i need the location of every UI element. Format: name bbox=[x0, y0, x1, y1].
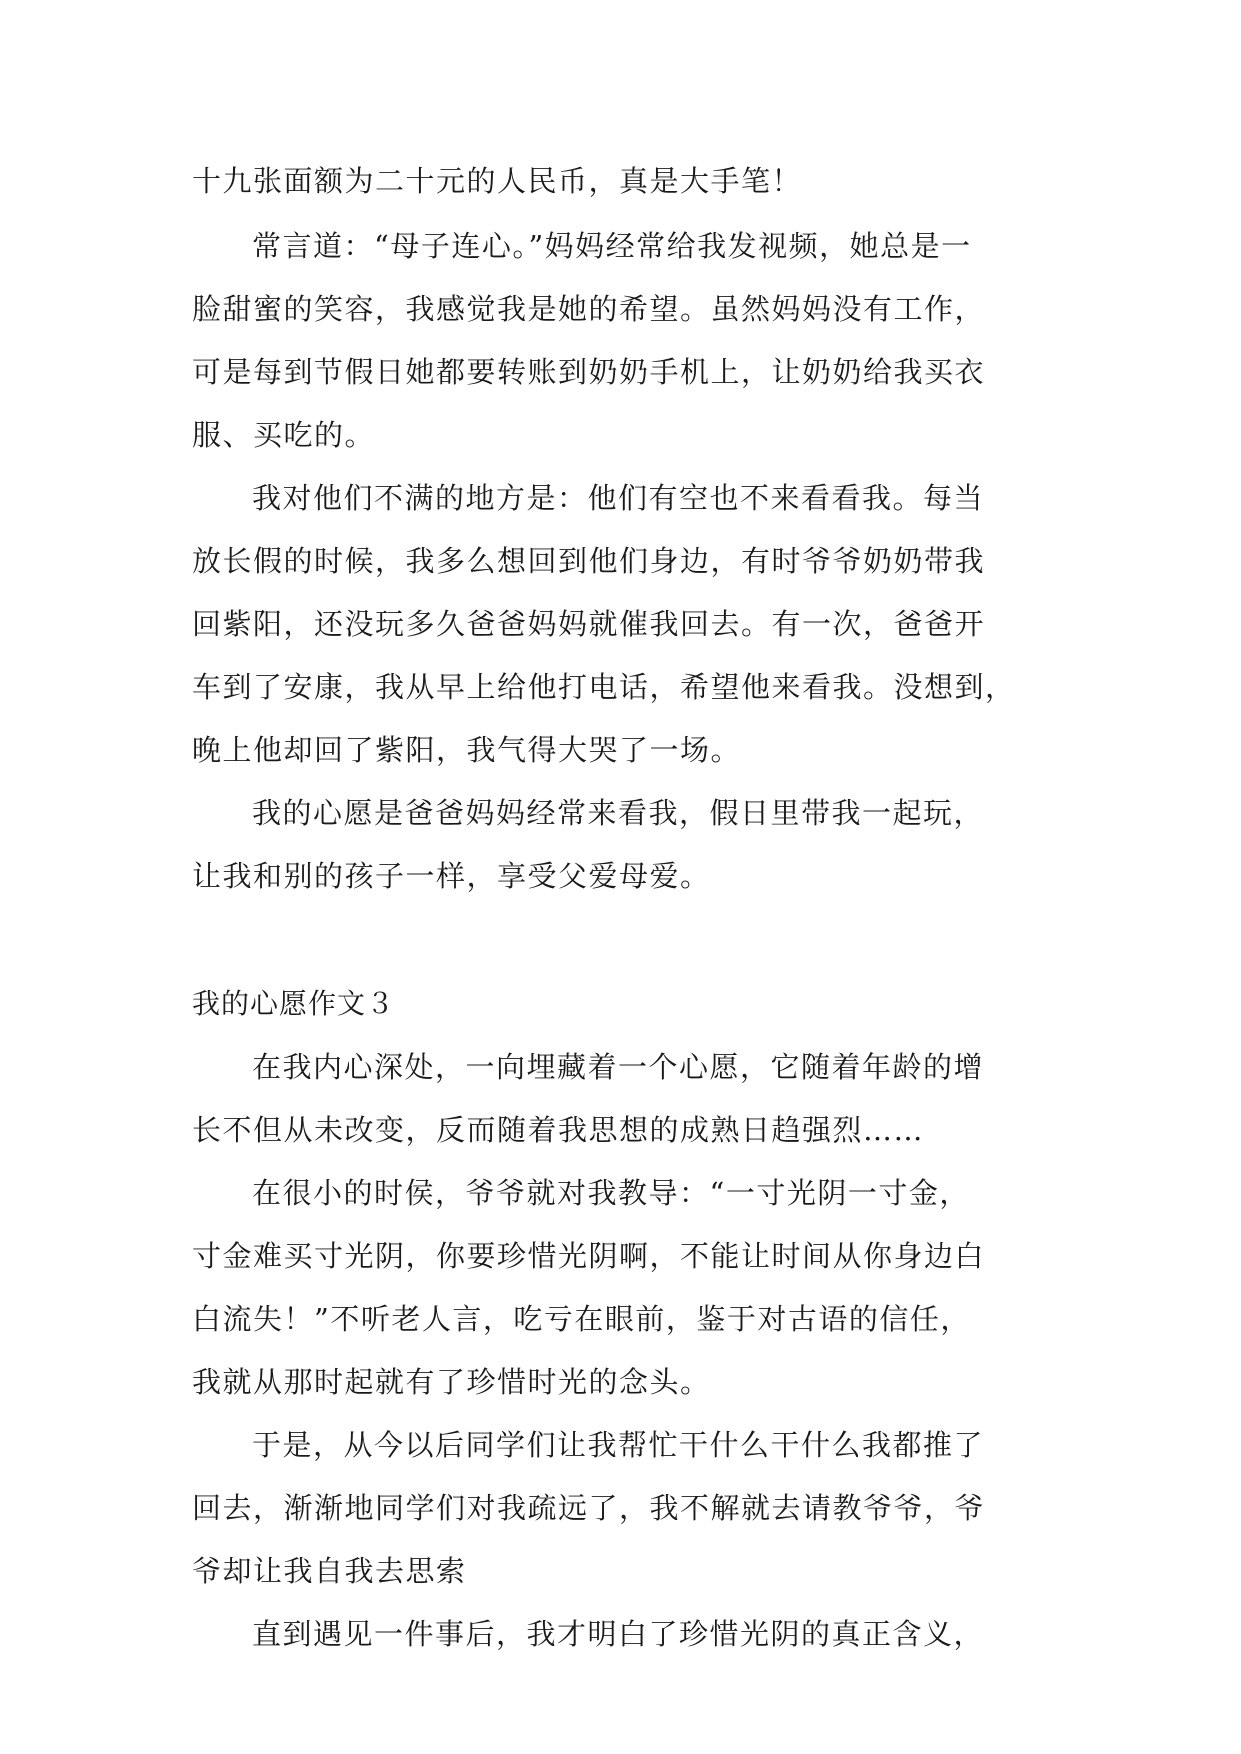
paragraph-start-line: 在我内心深处，一向埋藏着一个心愿，它随着年龄的增 bbox=[252, 1050, 985, 1084]
text-line: 寸金难买寸光阴，你要珍惜光阴啊，不能让时间从你身边白 bbox=[192, 1239, 986, 1273]
section-heading: 我的心愿作文３ bbox=[192, 987, 396, 1020]
text-line: 爷却让我自我去思索 bbox=[192, 1554, 467, 1588]
text-line: 长不但从未改变，反而随着我思想的成熟日趋强烈…… bbox=[192, 1113, 925, 1147]
paragraph-start-line: 我对他们不满的地方是：他们有空也不来看看我。每当 bbox=[252, 481, 985, 515]
text-line: 让我和别的孩子一样，享受父爱母爱。 bbox=[192, 859, 711, 893]
text-line: 晚上他却回了紫阳，我气得大哭了一场。 bbox=[192, 733, 742, 767]
text-line: 放长假的时候，我多么想回到他们身边，有时爷爷奶奶带我 bbox=[192, 544, 986, 578]
text-line: 十九张面额为二十元的人民币，真是大手笔！ bbox=[192, 164, 803, 198]
text-line: 回去，渐渐地同学们对我疏远了，我不解就去请教爷爷，爷 bbox=[192, 1491, 986, 1525]
text-line: 脸甜蜜的笑容，我感觉我是她的希望。虽然妈妈没有工作， bbox=[192, 292, 986, 326]
text-line: 白流失！”不听老人言，吃亏在眼前，鉴于对古语的信任， bbox=[192, 1302, 971, 1336]
text-line: 我就从那时起就有了珍惜时光的念头。 bbox=[192, 1365, 711, 1399]
text-line: 可是每到节假日她都要转账到奶奶手机上，让奶奶给我买衣 bbox=[192, 355, 986, 389]
paragraph-start-line: 在很小的时侯，爷爷就对我教导：“一寸光阴一寸金， bbox=[252, 1176, 970, 1210]
paragraph-start-line: 直到遇见一件事后，我才明白了珍惜光阴的真正含义， bbox=[252, 1617, 985, 1651]
paragraph-start-line: 于是，从今以后同学们让我帮忙干什么干什么我都推了 bbox=[252, 1428, 985, 1462]
paragraph-start-line: 常言道：“母子连心。”妈妈经常给我发视频，她总是一 bbox=[252, 229, 972, 263]
text-line: 车到了安康，我从早上给他打电话，希望他来看我。没想到， bbox=[192, 670, 1016, 704]
text-line: 服、买吃的。 bbox=[192, 418, 376, 452]
text-line: 回紫阳，还没玩多久爸爸妈妈就催我回去。有一次，爸爸开 bbox=[192, 607, 986, 641]
paragraph-start-line: 我的心愿是爸爸妈妈经常来看我，假日里带我一起玩， bbox=[252, 796, 985, 830]
